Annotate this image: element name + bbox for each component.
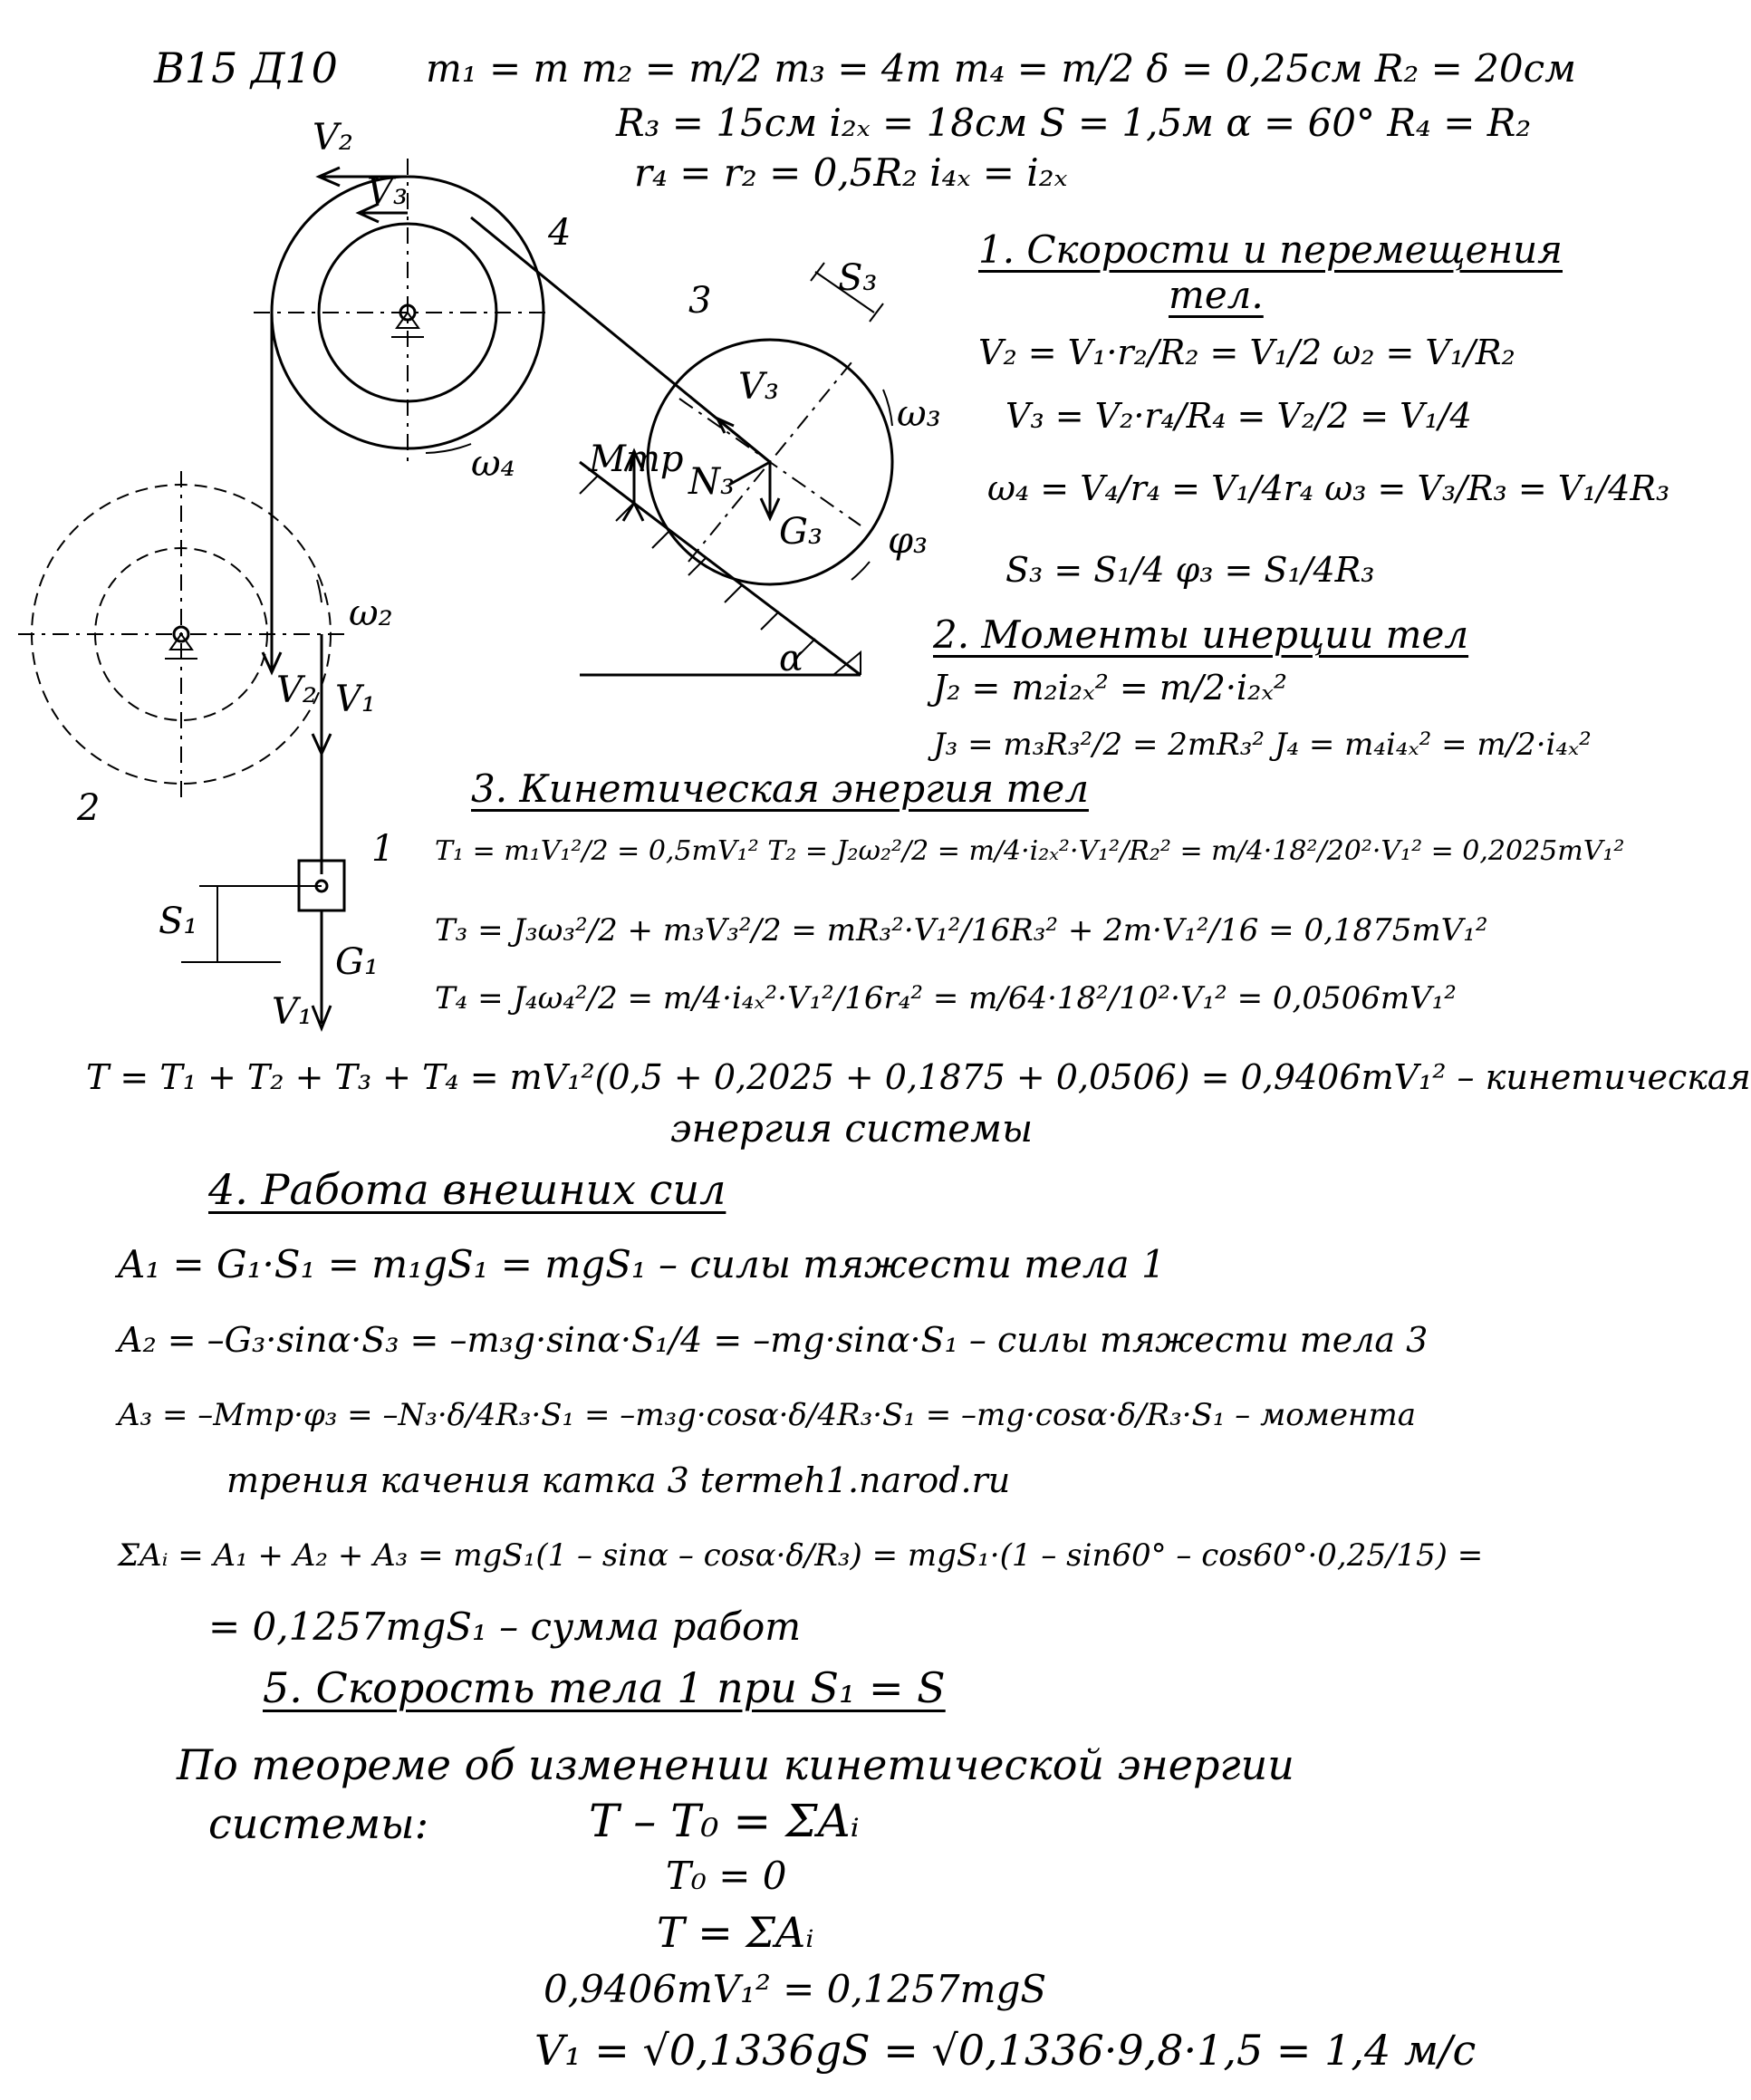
label-body-2: 2 [77, 787, 101, 829]
label-g3: G₃ [779, 511, 823, 553]
label-phi3: φ₃ [888, 520, 928, 562]
section-2-title: 2. Моменты инерции тел [933, 612, 1469, 657]
label-s1: S₁ [159, 901, 198, 942]
label-alpha: α [779, 638, 804, 679]
label-g1: G₁ [335, 941, 379, 983]
section-1-line-4: S₃ = S₁/4 φ₃ = S₁/4R₃ [1005, 550, 1375, 590]
theorem-eq-2: T₀ = 0 [666, 1854, 787, 1898]
section-1-line-1: V₂ = V₁·r₂/R₂ = V₁/2 ω₂ = V₁/R₂ [978, 332, 1515, 372]
section-2-line-2: J₃ = m₃R₃²/2 = 2mR₃² J₄ = m₄i₄ₓ² = m/2·i₄ₓ² [933, 727, 1592, 763]
label-n3: N₃ [688, 461, 736, 503]
kinetic-energy-total-cont: энергия системы [670, 1106, 1034, 1151]
section-3-line-3: T₄ = J₄ω₄²/2 = m/4·i₄ₓ²·V₁²/16r₄² = m/64·18²/10²·V₁² = 0,0506mV₁² [435, 980, 1457, 1016]
label-omega4: ω₄ [471, 443, 515, 485]
section-4-title: 4. Работа внешних сил [208, 1165, 726, 1214]
label-mtr: Mтр [589, 438, 684, 480]
kinetic-energy-total: T = T₁ + T₂ + T₃ + T₄ = mV₁²(0,5 + 0,2025 + 0,1875 + 0,0506) = 0,9406mV₁² – кинетическая [86, 1057, 1751, 1097]
label-body-3: 3 [688, 280, 712, 322]
section-3-title: 3. Кинетическая энергия тел [471, 766, 1089, 811]
section-5-title: 5. Скорость тела 1 при S₁ = S [263, 1663, 946, 1712]
label-body-4: 4 [548, 212, 572, 254]
section-4-line-4: трения качения катка 3 termeh1.narod.ru [226, 1460, 1011, 1500]
label-v2-bottom: V₂ [276, 669, 317, 711]
theorem-eq-3: T = ΣAᵢ [657, 1908, 814, 1957]
given-line-3: r₄ = r₂ = 0,5R₂ i₄ₓ = i₂ₓ [634, 150, 1068, 195]
section-1-line-2: V₃ = V₂·r₄/R₄ = V₂/2 = V₁/4 [1005, 396, 1472, 436]
section-1-title: 1. Скорости и перемещения [978, 227, 1563, 272]
label-omega2: ω₂ [349, 592, 393, 634]
section-4-line-2: A₂ = –G₃·sinα·S₃ = –m₃g·sinα·S₁/4 = –mg·sinα·S₁ – силы тяжести тела 3 [118, 1320, 1429, 1360]
work-sum: ΣAᵢ = A₁ + A₂ + A₃ = mgS₁(1 – sinα – cosα·δ/R₃) = mgS₁·(1 – sin60° – cos60°·0,25/15) = [118, 1537, 1484, 1574]
label-v1-upper: V₁ [335, 679, 376, 720]
label-v1-lower: V₁ [272, 991, 313, 1033]
given-line-2: R₃ = 15см i₂ₓ = 18см S = 1,5м α = 60° R₄ = R₂ [616, 101, 1532, 145]
given-line-1: m₁ = m m₂ = m/2 m₃ = 4m m₄ = m/2 δ = 0,25см R₂ = 20см [426, 46, 1576, 91]
work-sum-result: = 0,1257mgS₁ – сумма работ [208, 1604, 802, 1649]
label-omega3: ω₃ [897, 393, 941, 435]
section-4-line-3: A₃ = –Mтр·φ₃ = –N₃·δ/4R₃·S₁ = –m₃g·cosα·δ/4R₃·S₁ = –mg·cosα·δ/R₃·S₁ – момента [118, 1397, 1416, 1433]
section-3-line-1: T₁ = m₁V₁²/2 = 0,5mV₁² T₂ = J₂ω₂²/2 = m/4·i₂ₓ²·V₁²/R₂² = m/4·18²/20²·V₁² = 0,2025mV₁² [435, 835, 1625, 867]
label-v3-incline: V₃ [738, 366, 779, 408]
section-1-title-cont: тел. [1169, 273, 1264, 317]
section-4-line-1: A₁ = G₁·S₁ = m₁gS₁ = mgS₁ – силы тяжести тела 1 [118, 1242, 1166, 1286]
theorem-eq-1: T – T₀ = ΣAᵢ [589, 1795, 860, 1847]
label-body-1: 1 [371, 828, 395, 870]
theorem-eq-4: 0,9406mV₁² = 0,1257mgS [544, 1967, 1047, 2011]
section-3-line-2: T₃ = J₃ω₃²/2 + m₃V₃²/2 = mR₃²·V₁²/16R₃² + 2m·V₁²/16 = 0,1875mV₁² [435, 912, 1488, 949]
section-5-text-1: По теореме об изменении кинетической энергии [177, 1740, 1294, 1789]
label-v2-top: V₂ [313, 117, 353, 159]
section-1-line-3: ω₄ = V₄/r₄ = V₁/4r₄ ω₃ = V₃/R₃ = V₁/4R₃ [987, 468, 1670, 508]
variant-label: В15 Д10 [154, 43, 338, 92]
section-2-line-1: J₂ = m₂i₂ₓ² = m/2·i₂ₓ² [933, 668, 1288, 708]
section-5-text-2: системы: [208, 1799, 429, 1848]
label-v3-top: V₃ [367, 171, 408, 213]
final-velocity: V₁ = √0,1336gS = √0,1336·9,8·1,5 = 1,4 м/с [534, 2026, 1477, 2075]
label-s3: S₃ [838, 257, 878, 299]
